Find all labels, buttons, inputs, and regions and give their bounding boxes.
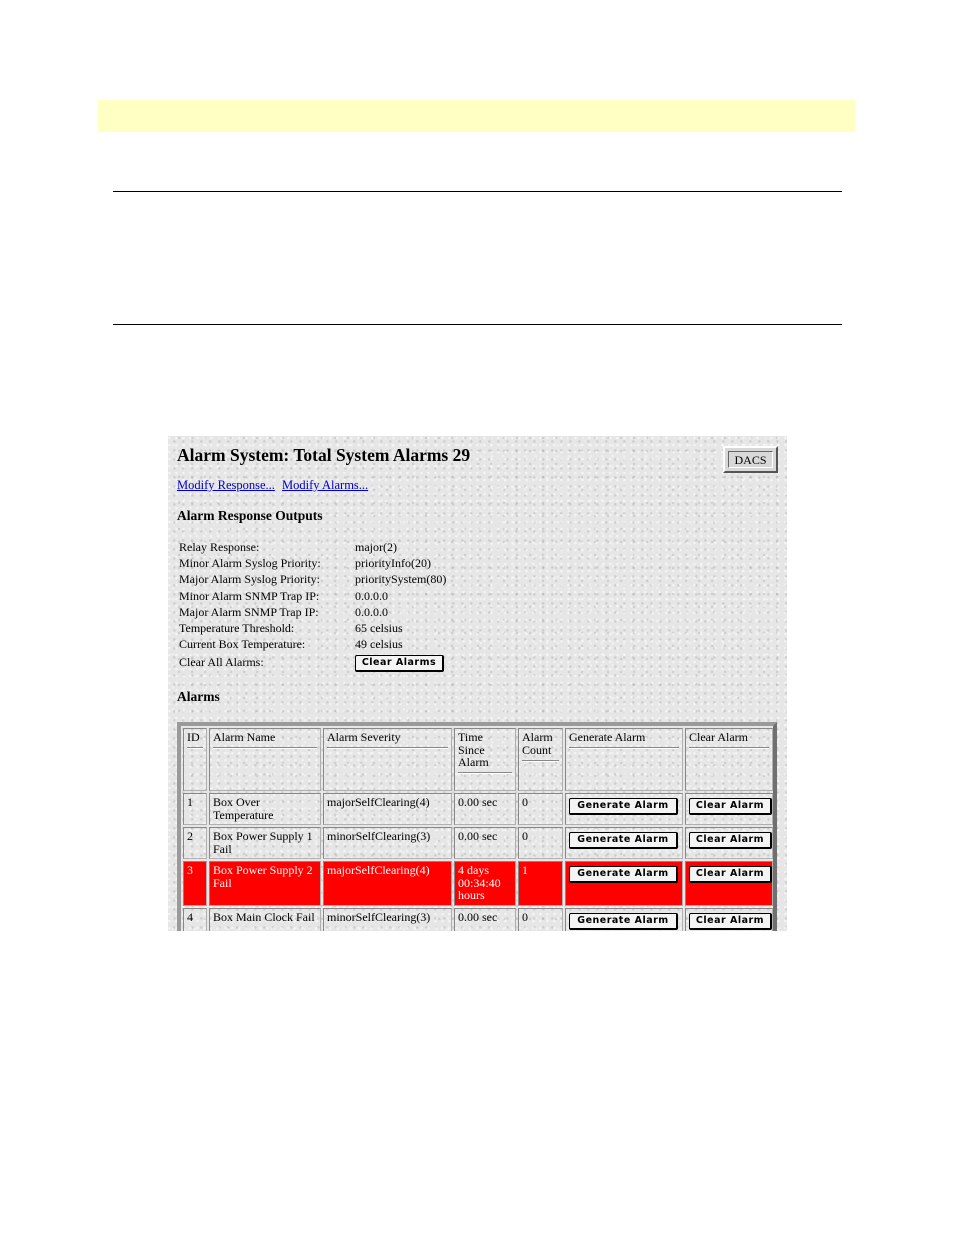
cell-id: 3 xyxy=(183,861,207,906)
cell-time: 0.00 sec xyxy=(454,793,516,825)
table-header-time xyxy=(454,728,516,791)
divider-top xyxy=(113,191,842,192)
generate-alarm-button[interactable]: Generate Alarm xyxy=(569,798,678,815)
outputs-heading: Alarm Response Outputs xyxy=(177,508,323,523)
cell-generate xyxy=(565,908,683,931)
cell-id: 1 xyxy=(183,793,207,825)
dacs-button-label: DACS xyxy=(728,451,773,468)
cell-count: 1 xyxy=(518,861,563,906)
generate-alarm-button[interactable]: Generate Alarm xyxy=(569,913,678,930)
cell-clear xyxy=(685,908,773,931)
cell-severity: majorSelfClearing(4) xyxy=(323,793,452,825)
table-header-count xyxy=(518,728,563,791)
cell-clear xyxy=(685,793,773,825)
cell-time: 0.00 sec xyxy=(454,908,516,931)
output-value: major(2) xyxy=(355,540,397,554)
action-links xyxy=(177,478,372,493)
header-underline xyxy=(213,747,317,749)
alarms-table xyxy=(177,722,777,931)
table-header-generate xyxy=(565,728,683,791)
highlight-bar xyxy=(98,100,855,132)
output-value: priorityInfo(20) xyxy=(355,556,431,571)
header-label: Clear Alarm xyxy=(689,730,748,744)
divider-bottom xyxy=(113,324,842,325)
cell-id: 4 xyxy=(183,908,207,931)
output-label: Relay Response: xyxy=(179,540,260,554)
clear-alarm-button[interactable]: Clear Alarm xyxy=(689,913,772,930)
table-header-severity xyxy=(323,728,452,791)
cell-name: Box Power Supply 1 Fail xyxy=(209,827,321,859)
header-underline xyxy=(522,760,559,762)
header-underline xyxy=(458,772,512,774)
alarms-heading: Alarms xyxy=(177,689,220,704)
cell-time: 4 days 00:34:40 hours xyxy=(454,861,516,906)
generate-alarm-button[interactable]: Generate Alarm xyxy=(569,832,678,849)
header-label: ID xyxy=(187,730,200,744)
cell-generate xyxy=(565,793,683,825)
cell-clear xyxy=(685,827,773,859)
cell-generate xyxy=(565,827,683,859)
dacs-button[interactable] xyxy=(723,446,778,473)
header-label: Alarm Count xyxy=(522,730,553,757)
clear-alarm-button[interactable]: Clear Alarm xyxy=(689,866,772,883)
alarm-system-screenshot xyxy=(168,436,787,931)
cell-generate xyxy=(565,861,683,906)
cell-time: 0.00 sec xyxy=(454,827,516,859)
table-header-name xyxy=(209,728,321,791)
generate-alarm-button[interactable]: Generate Alarm xyxy=(569,866,678,883)
clear-alarm-button[interactable]: Clear Alarm xyxy=(689,832,772,849)
header-underline xyxy=(689,747,769,749)
output-value: 49 celsius xyxy=(355,637,403,652)
cell-name: Box Power Supply 2 Fail xyxy=(209,861,321,906)
header-underline xyxy=(327,747,448,749)
cell-clear xyxy=(685,861,773,906)
cell-severity: majorSelfClearing(4) xyxy=(323,861,452,906)
header-label: Alarm Name xyxy=(213,730,276,744)
output-label: Major Alarm SNMP Trap IP: xyxy=(179,604,319,619)
cell-severity: minorSelfClearing(3) xyxy=(323,908,452,931)
output-label: Minor Alarm SNMP Trap IP: xyxy=(179,588,320,603)
cell-severity: minorSelfClearing(3) xyxy=(323,827,452,859)
table-header-id xyxy=(183,728,207,791)
cell-count: 0 xyxy=(518,793,563,825)
output-value: 65 celsius xyxy=(355,620,403,635)
cell-name: Box Over Temperature xyxy=(209,793,321,825)
header-underline xyxy=(187,747,203,749)
header-label: Generate Alarm xyxy=(569,730,646,744)
output-label: Current Box Temperature: xyxy=(179,637,306,652)
table-header-clear xyxy=(685,728,773,791)
cell-count: 0 xyxy=(518,827,563,859)
header-label: Time Since Alarm xyxy=(458,730,489,769)
header-underline xyxy=(569,747,679,749)
modify-response-link[interactable]: Modify Response... xyxy=(177,478,275,492)
output-value: 0.0.0.0 xyxy=(355,604,388,619)
output-value: prioritySystem(80) xyxy=(355,572,447,587)
output-label: Clear All Alarms: xyxy=(179,655,264,670)
header-label: Alarm Severity xyxy=(327,730,401,744)
cell-count: 0 xyxy=(518,908,563,931)
output-value: 0.0.0.0 xyxy=(355,588,388,603)
cell-id: 2 xyxy=(183,827,207,859)
modify-alarms-link[interactable]: Modify Alarms... xyxy=(282,478,369,492)
clear-alarms-button[interactable]: Clear Alarms xyxy=(355,655,444,672)
output-label: Temperature Threshold: xyxy=(179,620,295,635)
output-label: Minor Alarm Syslog Priority: xyxy=(179,556,321,571)
cell-name: Box Main Clock Fail xyxy=(209,908,321,931)
clear-alarm-button[interactable]: Clear Alarm xyxy=(689,798,772,815)
page-title: Alarm System: Total System Alarms 29 xyxy=(177,445,471,465)
output-label: Major Alarm Syslog Priority: xyxy=(179,572,320,587)
